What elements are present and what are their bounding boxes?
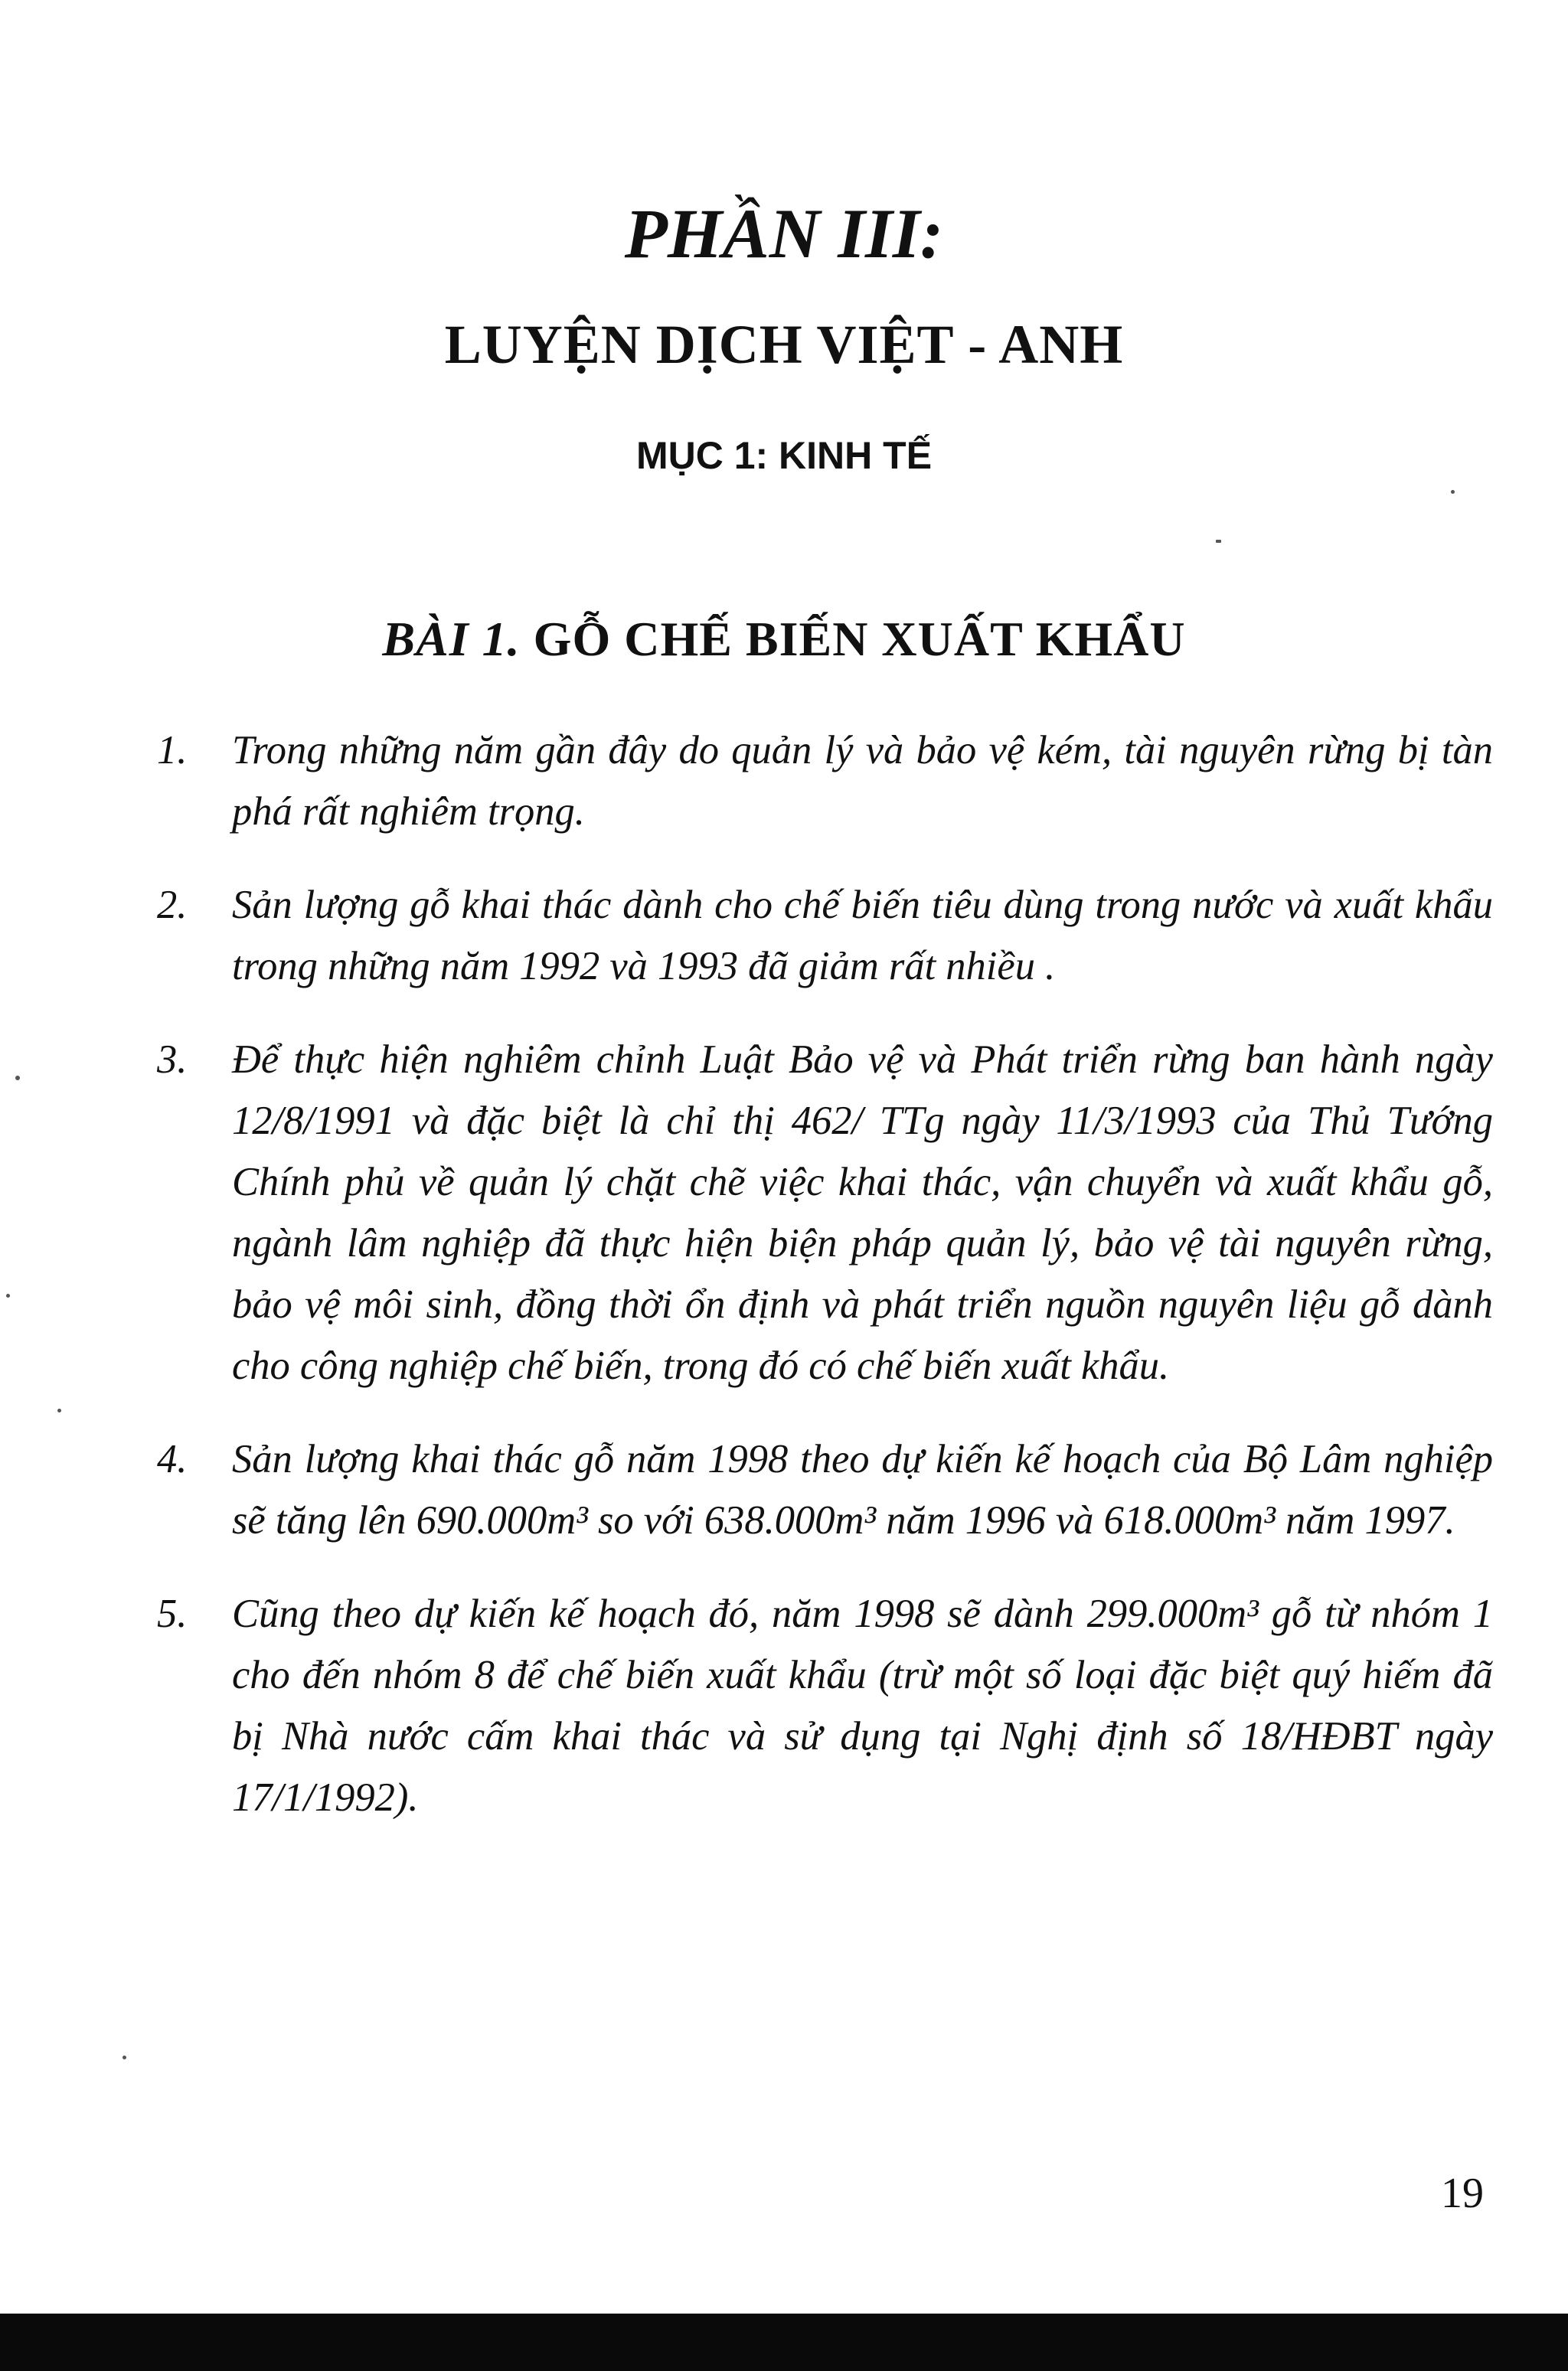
part-title: PHẦN III:: [624, 194, 944, 273]
lesson-title: [0, 605, 1568, 674]
scan-border: [0, 2314, 1568, 2371]
scan-speck: [15, 1076, 20, 1080]
scan-speck: [1451, 490, 1455, 494]
sentence-item: [157, 874, 1493, 997]
sentence-list: [157, 720, 1493, 1860]
lesson-number: BÀI 1.: [382, 612, 521, 666]
sentence-text: Sản lượng gỗ khai thác dành cho chế biến tiêu dùng trong nước và xuất khẩu trong những năm 1992 và 1993 đã giảm rất nhiều .: [232, 883, 1493, 988]
subsection-title: MỤC 1: KINH TẾ: [635, 434, 933, 477]
sentence-number: 1.: [157, 728, 188, 772]
sentence-text: Sản lượng khai thác gỗ năm 1998 theo dự kiến kế hoạch của Bộ Lâm nghiệp sẽ tăng lên 690.000m³ so với 638.000m³ năm 1996 và 618.000m³ năm 1997.: [232, 1437, 1493, 1543]
sentence-text: Cũng theo dự kiến kế hoạch đó, năm 1998 sẽ dành 299.000m³ gỗ từ nhóm 1 cho đến nhóm 8 để chế biến xuất khẩu (trừ một số loại đặc biệt quý hiếm đã bị Nhà nước cấm khai thác và sử dụng tại Nghị định số 18/HĐBT ngày 17/1/1992).: [232, 1592, 1493, 1820]
scan-speck: [6, 1294, 10, 1298]
sentence-item: [157, 1429, 1493, 1551]
sentence-number: 4.: [157, 1437, 188, 1481]
sentence-number: 2.: [157, 883, 188, 927]
scan-speck: [57, 1409, 61, 1412]
sentence-item: [157, 720, 1493, 842]
lesson-name: GỖ CHẾ BIẾN XUẤT KHẨU: [533, 612, 1186, 666]
section-title: LUYỆN DỊCH VIỆT - ANH: [444, 314, 1124, 375]
sentence-text: Để thực hiện nghiêm chỉnh Luật Bảo vệ và Phát triển rừng ban hành ngày 12/8/1991 và đặc biệt là chỉ thị 462/ TTg ngày 11/3/1993 của Thủ Tướng Chính phủ về quản lý chặt chẽ việc khai thác, vận chuyển và xuất khẩu gỗ, ngành lâm nghiệp đã thực hiện biện pháp quản lý, bảo vệ tài nguyên rừng, bảo vệ môi sinh, đồng thời ổn định và phát triển nguồn nguyên liệu gỗ dành cho công nghiệp chế biến, trong đó có chế biến xuất khẩu.: [232, 1037, 1493, 1388]
sentence-number: 5.: [157, 1592, 188, 1636]
page-number: 19: [1441, 2170, 1484, 2217]
scan-speck: [1216, 540, 1221, 543]
scan-speck: [122, 2056, 126, 2059]
sentence-item: [157, 1583, 1493, 1828]
sentence-item: [157, 1029, 1493, 1396]
sentence-text: Trong những năm gần đây do quản lý và bảo vệ kém, tài nguyên rừng bị tàn phá rất nghiêm trọng.: [232, 728, 1493, 834]
sentence-number: 3.: [157, 1037, 188, 1082]
